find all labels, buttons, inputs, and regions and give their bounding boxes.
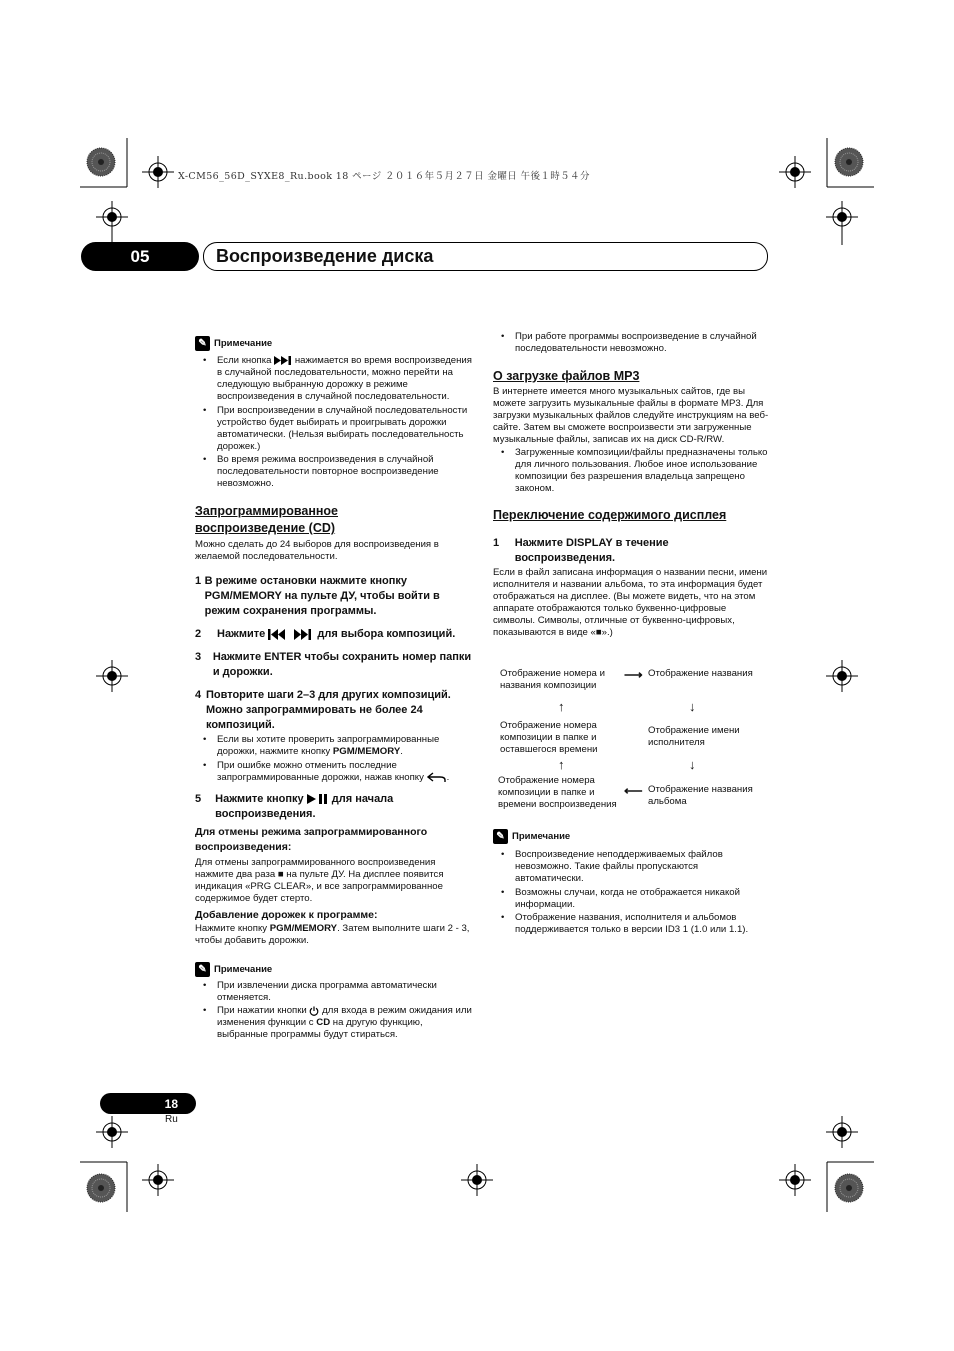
power-icon <box>309 1006 319 1016</box>
note-header: ✎ Примечание <box>493 829 769 844</box>
right-note <box>493 829 769 938</box>
page-number: 18 <box>100 1093 196 1114</box>
arrow-down-icon: ↓ <box>689 699 696 714</box>
section-intro: Можно сделать до 24 выборов для воспроизведения в желаемой последовательности. <box>195 539 439 562</box>
page-language: Ru <box>165 1114 178 1125</box>
chapter-title: Воспроизведение диска <box>216 246 434 266</box>
section-title-display: Переключение содержимого дисплея <box>493 508 727 522</box>
add-heading: Добавление дорожек к программе: <box>195 908 378 921</box>
return-icon <box>427 772 447 783</box>
add-text: Нажмите кнопку PGM/MEMORY. Затем выполните шаги 2 - 3, чтобы добавить дорожки. <box>195 922 470 946</box>
step-3: 3 Нажмите ENTER чтобы сохранить номер папки и дорожки. <box>195 651 472 678</box>
note-pencil-icon: ✎ <box>195 336 210 351</box>
right-column <box>493 331 769 639</box>
list-item: • Воспроизведение неподдерживаемых файлов невозможно. Такие файлы пропускаются автоматически. <box>493 849 769 885</box>
list-item: • При нажатии кнопки для входа в режим ожидания или изменения функции с CD на другую функцию, выбранные программы будут стираться. <box>195 1005 473 1041</box>
chapter-title-bar <box>203 242 768 271</box>
list-item: • Отображение названия, исполнителя и альбомов поддерживается только в версии ID3 1 (1.0 или 1.1). <box>493 912 769 936</box>
note-header: ✎ Примечание <box>195 962 473 977</box>
play-pause-icon <box>307 794 329 804</box>
arrow-down-icon: ↓ <box>689 757 696 772</box>
note-list <box>493 849 769 936</box>
list-item: • Загруженные композиции/файлы предназначены только для личного пользования. Любое иное использование композиции без разрешения владельца запрещено законом. <box>493 447 769 495</box>
cancel-heading: Для отмены режима запрограммированного воспроизведения: <box>195 825 428 853</box>
note-pencil-icon: ✎ <box>493 829 508 844</box>
chapter-number: 05 <box>81 242 199 271</box>
list-item: • Возможны случаи, когда не отображается никакой информации. <box>493 887 769 911</box>
display-step-1: 1 Нажмите DISPLAY в течение воспроизведения. <box>493 537 669 564</box>
section-title-mp3: О загрузке файлов MP3 <box>493 369 640 383</box>
flow-box-remaining-time: Отображение номера композиции в папке и оставшегося времени <box>500 720 598 755</box>
left-column <box>195 336 473 1043</box>
flow-box-album: Отображение названия альбома <box>648 784 753 807</box>
step-4-list <box>195 734 473 784</box>
arrow-up-icon: ↑ <box>558 757 565 772</box>
note-pencil-icon: ✎ <box>195 962 210 977</box>
list-item: • Если кнопка нажимается во время воспроизведения в случайной последовательности, можно перейти на следующую выбранную дорожку в режиме воспроизведения в случайной последовательности. <box>195 355 473 403</box>
flow-box-artist: Отображение имени исполнителя <box>648 725 740 748</box>
step-4: 4 Повторите шаги 2–3 для других композиций. Можно запрограммировать не более 24 композиций. <box>195 689 451 731</box>
prev-next-buttons-icon <box>268 629 314 640</box>
arrow-left-icon: ⟵ <box>624 783 643 798</box>
flow-box-track-name: Отображение номера и названия композиции <box>500 668 605 691</box>
list-item: • Если вы хотите проверить запрограммированные дорожки, нажмите кнопку PGM/MEMORY. <box>195 734 473 758</box>
list-item: • При ошибке можно отменить последние запрограммированные дорожки, нажав кнопку . <box>195 760 473 784</box>
flow-box-title: Отображение названия <box>648 668 753 679</box>
list-item: • При воспроизведении в случайной последовательности устройство будет выбирать и проигрывать дорожки автоматически. (Нельзя выбирать последовательность дорожек.) <box>195 405 473 453</box>
step-1: 1 В режиме остановки нажмите кнопку PGM/MEMORY на пульте ДУ, чтобы войти в режим сохранения программы. <box>195 575 440 617</box>
step-5: 5 Нажмите кнопку для начала воспроизведения. <box>195 792 394 820</box>
mp3-list <box>493 447 769 495</box>
cancel-text: Для отмены запрограммированного воспроизведения нажмите два раза ■ на пульте ДУ. На дисплее появится индикация «PRG CLEAR», и все запрограммированное содержимое будет стерто. <box>195 856 444 904</box>
list-item: • При извлечении диска программа автоматически отменяется. <box>195 980 473 1004</box>
book-meta-line: X-CM56_56D_SYXE8_Ru.book 18 ページ ２０１６年５月２７日 金曜日 午後１時５４分 <box>178 171 590 182</box>
flow-box-elapsed-time: Отображение номера композиции в папке и времени воспроизведения <box>498 775 617 810</box>
arrow-up-icon: ↑ <box>558 699 565 714</box>
section-title-programmed: Запрограммированное воспроизведение (CD) <box>195 504 339 535</box>
top-list <box>493 331 769 355</box>
note-list <box>195 355 473 490</box>
arrow-right-icon: ⟶ <box>624 667 643 682</box>
display-text: Если в файл записана информация о названии песни, имени исполнителя и названии альбома, то эта информация будет отображаться на дисплее. (Вы можете видеть, что на этом аппарате отображаются только буквенно-цифровые символы. Символы, отличные от буквенно-цифровых, показываются в виде «■».) <box>493 567 768 638</box>
note-list <box>195 980 473 1042</box>
list-item: • Во время режима воспроизведения в случайной последовательности повторное воспроизведение невозможно. <box>195 454 473 490</box>
next-track-icon <box>274 356 292 365</box>
mp3-text: В интернете имеется много музыкальных сайтов, где вы можете загрузить музыкальные файлы в формате MP3. Для загрузки музыкальных файлов следуйте инструкциям на веб-сайте. Затем вы сможете воспроизвести эти загруженные музыкальные файлы, записав их на диск CD-R/RW. <box>493 386 769 445</box>
list-item: • При работе программы воспроизведение в случайной последовательности невозможно. <box>493 331 769 355</box>
step-2: 2 Нажмите для выбора композиций. <box>195 628 456 640</box>
note-header: ✎ Примечание <box>195 336 473 351</box>
